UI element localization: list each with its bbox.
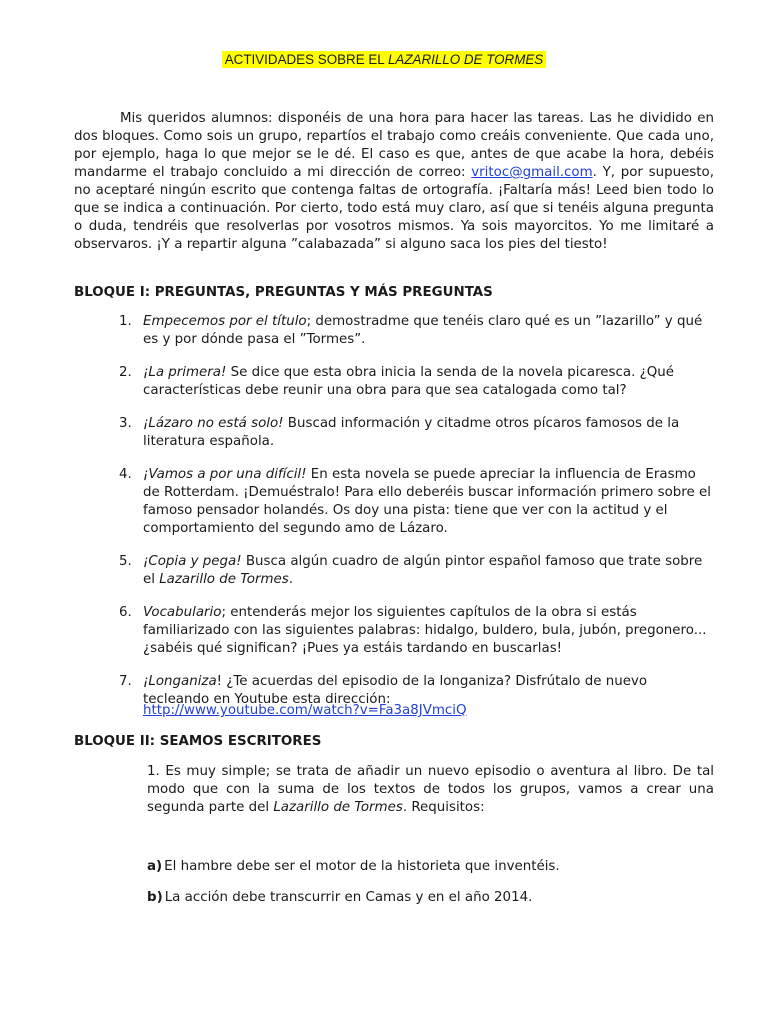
requirement-text: La acción debe transcurrir en Camas y en el año 2014. bbox=[164, 890, 533, 905]
list-item bbox=[74, 415, 714, 451]
title-block bbox=[0, 51, 768, 70]
question-list bbox=[74, 313, 714, 724]
bloque2-text-end: . Requisitos: bbox=[402, 800, 485, 815]
bloque2-italic-title: Lazarillo de Tormes bbox=[273, 800, 403, 815]
list-item bbox=[74, 604, 714, 658]
item-lead: ¡La primera! bbox=[143, 365, 227, 380]
intro-text-1: Mis queridos alumnos: disponéis de una hora para hacer las tareas. Las he dividido en dos bloques. Como sois un grupo, repartíos el trabajo como creáis conveniente. Que cada uno, por ejemplo, haga lo que mejor se le dé. El caso es que, antes de que acabe la hora, debéis mandarme el trabajo concluido a mi dirección de correo: bbox=[74, 111, 714, 180]
bloque1-heading: BLOQUE I: PREGUNTAS, PREGUNTAS Y MÁS PREGUNTAS bbox=[74, 285, 493, 300]
item-number: 3. bbox=[119, 416, 132, 431]
page-title bbox=[222, 51, 547, 68]
item-lead: ¡Lázaro no está solo! bbox=[143, 416, 284, 431]
item-number: 5. bbox=[119, 554, 132, 569]
item-text: En esta novela se puede apreciar la influencia de Erasmo de Rotterdam. ¡Demuéstralo! Para ello deberéis buscar información primero sobre el famoso pensador holandés. Os doy una pista: tiene que ver con la actitud y el comportamiento del segundo amo de Lázaro. bbox=[143, 467, 711, 536]
item-lead: Empecemos por el título bbox=[143, 314, 307, 329]
bloque2-text: 1. Es muy simple; se trata de añadir un nuevo episodio o aventura al libro. De tal modo que con la suma de los textos de todos los grupos, vamos a crear una segunda parte del bbox=[147, 764, 714, 815]
item-number: 7. bbox=[119, 674, 132, 689]
item-text: ; demostradme que tenéis claro qué es un ”lazarillo” y qué es y por dónde pasa el ”Tormes”. bbox=[143, 314, 703, 347]
item-text: ! ¿Te acuerdas del episodio de la longaniza? Disfrútalo de nuevo tecleando en Youtube esta dirección: bbox=[143, 674, 648, 707]
item-text: Se dice que esta obra inicia la senda de la novela picaresca. ¿Qué características debe reunir una obra para que sea catalogada como tal? bbox=[143, 365, 674, 398]
bloque2-heading: BLOQUE II: SEAMOS ESCRITORES bbox=[74, 734, 322, 749]
list-item bbox=[74, 313, 714, 349]
item-number: 4. bbox=[119, 467, 132, 482]
requirement-item bbox=[147, 889, 532, 907]
requirement-item bbox=[147, 858, 560, 876]
email-link[interactable]: vritoc@gmail.com bbox=[471, 165, 593, 180]
intro-paragraph bbox=[74, 110, 714, 254]
list-item bbox=[74, 553, 714, 589]
item-lead: ¡Copia y pega! bbox=[143, 554, 242, 569]
item-number: 1. bbox=[119, 314, 132, 329]
item-number: 2. bbox=[119, 365, 132, 380]
item-text: Busca algún cuadro de algún pintor español famoso que trate sobre el bbox=[143, 554, 703, 587]
intro-text-2: . Y, por supuesto, no aceptaré ningún escrito que contenga faltas de ortografía. ¡Faltaría más! Leed bien todo lo que se indica a continuación. Por cierto, todo está muy claro, así que si tenéis alguna pregunta o duda, tendréis que resolverlas por vosotros mismos. Ya sois mayorcitos. Yo me limitaré a observaros. ¡Y a repartir alguna ”calabazada” si alguno saca los pies del tiesto! bbox=[74, 165, 714, 252]
item-text: Buscad información y citadme otros pícaros famosos de la literatura española. bbox=[143, 416, 680, 449]
item-text: ; entenderás mejor los siguientes capítulos de la obra si estás familiarizado con las siguientes palabras: hidalgo, buldero, bula, jubón, pregonero... ¿sabéis qué significan? ¡Pues ya estáis tardando en buscarlas! bbox=[143, 605, 707, 656]
item-end: . bbox=[288, 572, 293, 587]
list-item bbox=[74, 364, 714, 400]
requirement-letter: a) bbox=[147, 859, 163, 874]
bloque2-paragraph bbox=[147, 763, 714, 817]
youtube-link[interactable]: http://www.youtube.com/watch?v=Fa3a8JVmciQ bbox=[143, 703, 467, 718]
list-item bbox=[74, 466, 714, 538]
requirement-text: El hambre debe ser el motor de la historieta que inventéis. bbox=[164, 859, 560, 874]
item-lead: Vocabulario bbox=[143, 605, 222, 620]
item-number: 6. bbox=[119, 605, 132, 620]
item-lead: ¡Vamos a por una difícil! bbox=[143, 467, 307, 482]
item-lead: ¡Longaniza bbox=[143, 674, 217, 689]
title-italic: LAZARILLO DE TORMES bbox=[387, 52, 544, 67]
item-italic-title: Lazarillo de Tormes bbox=[159, 572, 289, 587]
requirement-letter: b) bbox=[147, 890, 163, 905]
title-prefix: ACTIVIDADES SOBRE EL bbox=[224, 52, 388, 67]
